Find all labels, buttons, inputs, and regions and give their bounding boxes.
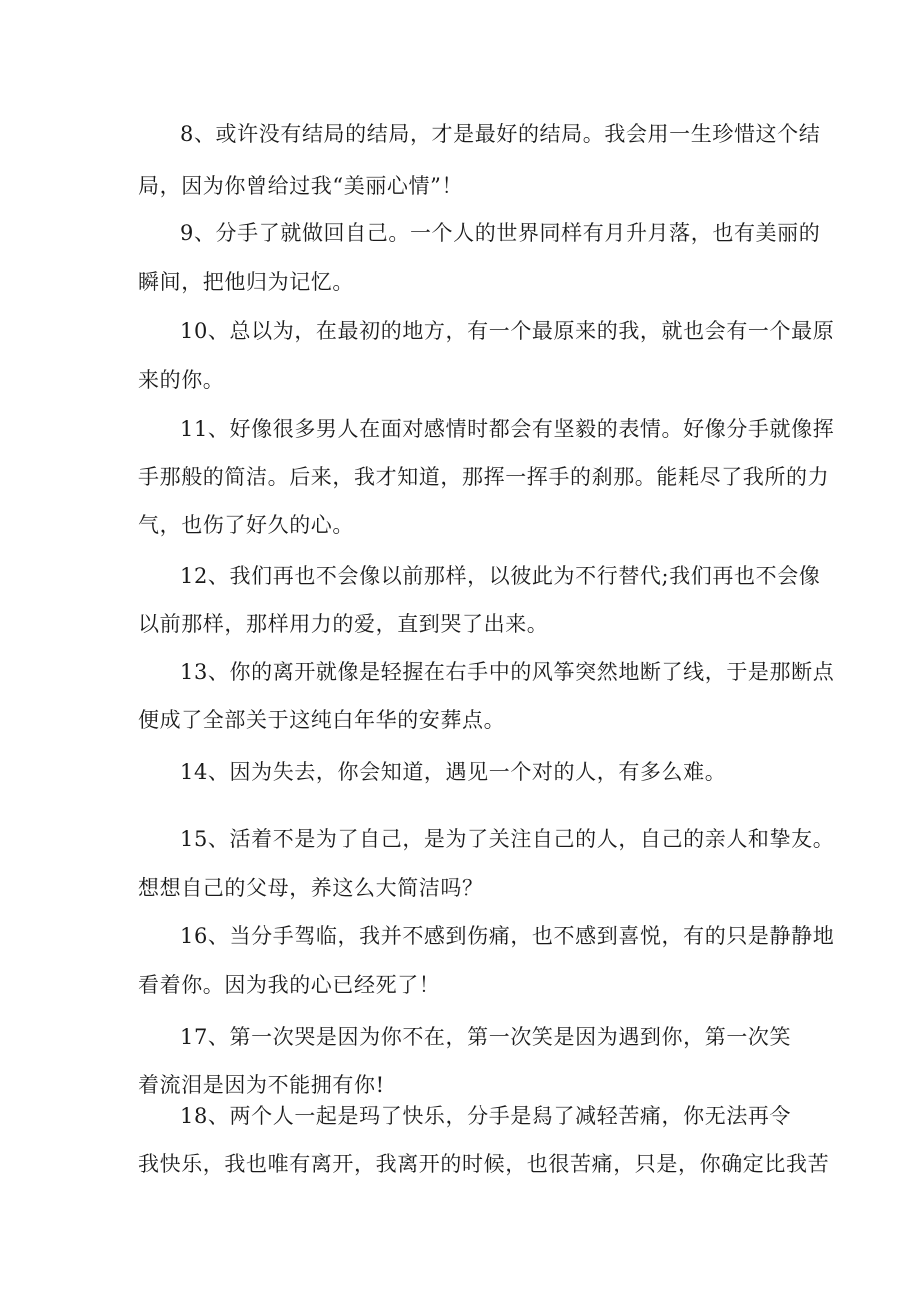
text-line: 17、第一次哭是因为你不在，第一次笑是因为遇到你，第一次笑: [180, 1025, 792, 1049]
text-line: 手那般的简洁。后来，我才知道，那挥一挥手的刹那。能耗尽了我所的力: [138, 465, 830, 489]
text-line: 9、分手了就做回自己。一个人的世界同样有月升月落，也有美丽的: [180, 221, 821, 245]
text-line: 我快乐，我也唯有离开，我离开的时候，也很苦痛，只是，你确定比我苦: [138, 1152, 830, 1176]
text-line: 14、因为失去，你会知道，遇见一个对的人，有多么难。: [180, 760, 727, 784]
text-line: 便成了全部关于这纯白年华的安葬点。: [138, 708, 506, 732]
text-line: 12、我们再也不会像以前那样，以彼此为不行替代;我们再也不会像: [180, 564, 821, 588]
text-line: 瞬间，把他归为记忆。: [138, 270, 354, 294]
text-line: 局，因为你曾给过我“美丽心情”！: [138, 174, 464, 198]
text-line: 看着你。因为我的心已经死了！: [138, 973, 441, 997]
text-line: 以前那样，那样用力的爱，直到哭了出来。: [138, 612, 549, 636]
text-line: 16、当分手驾临，我并不感到伤痛，也不感到喜悦，有的只是静静地: [180, 924, 835, 948]
text-line: 18、两个人一起是玛了快乐，分手是舄了减轻苦痛，你无法再令: [180, 1104, 792, 1128]
text-line: 8、或许没有结局的结局，才是最好的结局。我会用一生珍惜这个结: [180, 122, 821, 146]
text-line: 来的你。: [138, 368, 225, 392]
text-line: 气，也伤了好久的心。: [138, 513, 354, 537]
text-line: 想想自己的父母，养这么大简洁吗？: [138, 876, 484, 900]
text-line: 10、总以为，在最初的地方，有一个最原来的我，就也会有一个最原: [180, 319, 835, 343]
text-line: 11、好像很多男人在面对感情时都会有坚毅的表情。好像分手就像挥: [180, 417, 835, 441]
text-line: 15、活着不是为了自己，是为了关注自己的人，自己的亲人和挚友。: [180, 827, 835, 851]
text-line: 13、你的离开就像是轻握在右手中的风筝突然地断了线，于是那断点: [180, 660, 835, 684]
text-line: 着流泪是因为不能拥有你!: [138, 1073, 385, 1097]
